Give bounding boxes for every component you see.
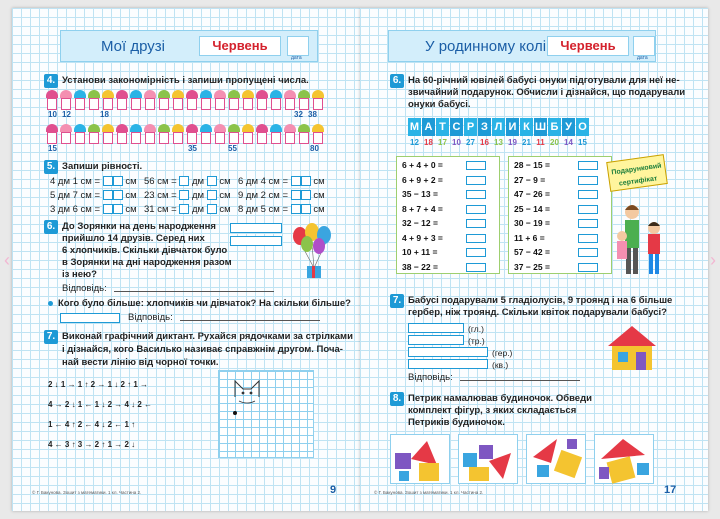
task-text-line: онуки бабусі. — [408, 99, 471, 110]
task-number: 7. — [44, 330, 58, 344]
dictation-row: 4 → 2 ↓ 1 ← 1 ↓ 2 → 4 ↓ 2 ← — [48, 400, 153, 409]
equation: 8 дм 5 см = см — [238, 204, 325, 215]
answer-field[interactable] — [230, 223, 282, 233]
page-title: Мої друзі — [101, 38, 165, 55]
date-field[interactable] — [287, 36, 309, 56]
task-text-line: в Зорянки на дні народження разом — [62, 257, 232, 268]
house-icon — [102, 124, 114, 146]
house-icon — [228, 124, 240, 146]
answer-label: Відповідь: — [128, 312, 173, 323]
task-text-line: До Зорянки на день народження — [62, 221, 216, 232]
equation-text: 37 − 25 = — [514, 261, 550, 272]
cipher-letter: Б — [548, 118, 561, 136]
house-icon — [88, 124, 100, 146]
equation-answer-field[interactable] — [578, 219, 598, 228]
house-icon — [214, 90, 226, 112]
house-icon — [116, 124, 128, 146]
house-icon — [200, 90, 212, 112]
equation-text: 25 − 14 = — [514, 203, 550, 214]
house-icon — [46, 90, 58, 112]
equation-answer-field[interactable] — [578, 263, 598, 272]
task-number: 7. — [390, 294, 404, 308]
task-text: Установи закономірність і запиши пропущені числа. — [62, 75, 309, 86]
house-number: 32 — [294, 110, 303, 119]
house-icon — [130, 124, 142, 146]
house-icon — [298, 124, 310, 146]
left-page — [12, 8, 360, 511]
house-icon — [270, 124, 282, 146]
task-number: 8. — [390, 392, 404, 406]
task-number: 4. — [44, 74, 58, 88]
page-header — [60, 30, 318, 62]
equation-text: 47 − 26 = — [514, 189, 550, 199]
house-number: 80 — [310, 144, 319, 153]
task-text-line: На 60-річний ювілей бабусі онуки підготували для неї не- — [408, 75, 680, 86]
equation-answer-field[interactable] — [466, 219, 486, 228]
cipher-number: 16 — [480, 138, 489, 147]
cipher-number: 10 — [452, 138, 461, 147]
sticker-text: Подарунковий — [611, 162, 662, 177]
equation-text: 10 + 11 = — [402, 247, 438, 257]
cipher-number: 15 — [578, 138, 587, 147]
question-text: Кого було більше: хлопчиків чи дівчаток? На скільки більше? — [58, 298, 351, 309]
equation-text: 30 − 19 = — [514, 218, 550, 228]
equation-answer-field[interactable] — [578, 176, 598, 185]
cipher-number: 27 — [466, 138, 475, 147]
cipher-number: 14 — [564, 138, 573, 147]
equation-text: 4 + 9 + 3 = — [402, 232, 443, 243]
footer-text: © Г. Бакунова. Зошит з математики. 1 кл. Частина 2. — [32, 490, 142, 495]
family-image — [614, 198, 674, 282]
house-number: 10 — [48, 110, 57, 119]
task-number: 5. — [44, 160, 58, 174]
equation-answer-field[interactable] — [578, 234, 598, 243]
bullet-icon — [48, 301, 53, 306]
shape-set-option[interactable] — [594, 434, 654, 484]
cipher-letter: М — [408, 118, 421, 136]
cipher-number: 11 — [536, 138, 545, 147]
task-text-line: із нею? — [62, 269, 97, 280]
equation-answer-field[interactable] — [466, 190, 486, 199]
answer-line[interactable] — [180, 320, 320, 321]
equation: 5 дм 7 см = см — [50, 190, 137, 201]
cipher-number: 12 — [410, 138, 419, 147]
balloons-gift-image — [290, 222, 338, 282]
task-text-line: Бабусі подарували 5 гладіолусів, 9 троянд і на 6 більше — [408, 295, 673, 306]
page-title: У родинному колі — [425, 38, 547, 55]
task-text-line: комплект фігур, з яких складається — [408, 405, 577, 416]
next-page-arrow-icon[interactable]: › — [710, 250, 716, 270]
house-icon — [186, 90, 198, 112]
equation-answer-field[interactable] — [466, 205, 486, 214]
answer-label: Відповідь: — [62, 283, 107, 294]
equation: 6 дм 4 см = см — [238, 176, 325, 187]
houses-row-1 — [46, 90, 324, 116]
house-icon — [74, 90, 86, 112]
house-icon — [312, 124, 324, 146]
house-icon — [298, 90, 310, 112]
equation-answer-field[interactable] — [466, 176, 486, 185]
equation: 4 дм 1 см = см — [50, 176, 137, 187]
house-icon — [88, 90, 100, 112]
equation-text: 11 + 6 = — [514, 232, 545, 243]
prev-page-arrow-icon[interactable]: ‹ — [4, 250, 10, 270]
equation-text: 8 + 7 + 4 = — [402, 203, 443, 214]
house-icon — [144, 124, 156, 146]
task-text-line: гербер, ніж троянд. Скільки квіток подарували бабусі? — [408, 307, 667, 318]
house-icon — [172, 124, 184, 146]
house-icon — [256, 124, 268, 146]
equation-text: 57 − 42 = — [514, 247, 550, 257]
cipher-letter: К — [520, 118, 533, 136]
cipher-number: 20 — [550, 138, 559, 147]
house-icon — [256, 90, 268, 112]
dictation-grid[interactable] — [218, 370, 314, 458]
task-text: Запиши рівності. — [62, 161, 143, 172]
unit-label: (тр.) — [468, 336, 485, 346]
house-icon — [242, 124, 254, 146]
task-text-line: прийшло 14 друзів. Серед них — [62, 233, 205, 244]
house-icon — [284, 90, 296, 112]
gift-certificate-sticker — [606, 154, 668, 192]
house-number: 12 — [62, 110, 71, 119]
equation-text: 27 − 9 = — [514, 174, 546, 185]
equation-answer-field[interactable] — [466, 263, 486, 272]
task-text-line: і дізнайся, кого Василько називає справжнім другом. Поча- — [62, 344, 343, 355]
task-number: 6. — [390, 74, 404, 88]
unit-label: (гер.) — [492, 348, 513, 358]
house-icon — [158, 124, 170, 146]
equation-text: 35 − 13 = — [402, 189, 438, 199]
shape-set-option[interactable] — [390, 434, 450, 484]
equation: 3 дм 6 см = см — [50, 204, 137, 215]
letter-number-row — [408, 138, 589, 147]
task-text-line: Виконай графічний диктант. Рухайся рядочками за стрілками — [62, 331, 353, 342]
house-icon — [60, 124, 72, 146]
equation-answer-field[interactable] — [578, 205, 598, 214]
equation-text: 38 − 22 = — [402, 261, 438, 272]
footer-text: © Г. Бакунова. Зошит з математики. 1 кл. Частина 2. — [374, 490, 484, 495]
cipher-number: 19 — [508, 138, 517, 147]
house-icon — [158, 90, 170, 112]
house-icon — [130, 90, 142, 112]
answer-field[interactable] — [408, 359, 488, 369]
house-icon — [186, 124, 198, 146]
answer-field[interactable] — [60, 313, 120, 323]
sticker-text: сертифікат — [618, 175, 658, 188]
month-label: Червень — [199, 36, 281, 56]
equation-answer-field[interactable] — [578, 161, 598, 170]
equation-text: 6 + 4 + 0 = — [402, 160, 443, 170]
house-icon — [200, 124, 212, 146]
equation-text: 32 − 12 = — [402, 218, 438, 228]
cipher-letter: У — [562, 118, 575, 136]
cipher-number: 21 — [522, 138, 531, 147]
house-number: 18 — [100, 110, 109, 119]
cipher-letter: С — [450, 118, 463, 136]
cipher-number: 13 — [494, 138, 503, 147]
house-icon — [214, 124, 226, 146]
house-icon — [270, 90, 282, 112]
shape-set-option[interactable] — [458, 434, 518, 484]
house-number: 38 — [308, 110, 317, 119]
house-icon — [60, 90, 72, 112]
task-number: 6. — [44, 220, 58, 234]
page-header — [388, 30, 656, 62]
equation-text: 28 − 15 = — [514, 160, 550, 170]
equation: 9 дм 2 см = см — [238, 190, 325, 201]
unit-label: (кв.) — [492, 360, 509, 370]
equation-answer-field[interactable] — [466, 248, 486, 257]
task-text-line: 6 хлопчиків. Скільки дівчаток було — [62, 245, 228, 256]
page-number: 17 — [664, 484, 677, 496]
cipher-letter: Л — [492, 118, 505, 136]
cipher-letter: Р — [464, 118, 477, 136]
date-field[interactable] — [633, 36, 655, 56]
equation: 31 см = дм см — [144, 204, 231, 215]
equation-answer-field[interactable] — [578, 248, 598, 257]
answer-field[interactable] — [230, 236, 282, 246]
houses-row-2 — [46, 124, 324, 150]
shape-set-option[interactable] — [526, 434, 586, 484]
cipher-letter: З — [478, 118, 491, 136]
equation-text: 6 + 9 + 2 = — [402, 174, 443, 185]
equation-answer-field[interactable] — [578, 190, 598, 199]
cat-drawing — [219, 371, 315, 459]
right-page — [360, 8, 708, 511]
page-number: 9 — [330, 484, 337, 496]
date-label: дата — [291, 55, 302, 61]
house-icon — [46, 124, 58, 146]
unit-label: (гл.) — [468, 324, 484, 334]
house-number: 15 — [48, 144, 57, 153]
dictation-row: 2 ↓ 1 → 1 ↑ 2 → 1 ↓ 2 ↑ 1 → — [48, 380, 149, 389]
house-icon — [116, 90, 128, 112]
house-icon — [102, 90, 114, 112]
letter-cipher-row — [408, 118, 589, 136]
house-icon — [228, 90, 240, 112]
cipher-letter: Т — [436, 118, 449, 136]
cipher-letter: Ш — [534, 118, 547, 136]
answer-field[interactable] — [408, 323, 464, 333]
answer-line[interactable] — [460, 380, 580, 381]
answer-label: Відповідь: — [408, 372, 453, 383]
month-label: Червень — [547, 36, 629, 56]
equation-answer-field[interactable] — [466, 161, 486, 170]
cipher-number: 17 — [438, 138, 447, 147]
cipher-number: 18 — [424, 138, 433, 147]
date-label: дата — [637, 55, 648, 61]
answer-field[interactable] — [408, 335, 464, 345]
answer-line[interactable] — [114, 291, 274, 292]
house-picture — [606, 324, 658, 372]
dictation-row: 1 ← 4 ↑ 2 ← 4 ↓ 2 ← 1 ↑ — [48, 420, 136, 429]
task-text-line: Петриків будиночок. — [408, 417, 505, 428]
equation-answer-field[interactable] — [466, 234, 486, 243]
house-number: 55 — [228, 144, 237, 153]
dictation-row: 4 ← 3 ↑ 3 → 2 ↑ 1 → 2 ↓ — [48, 440, 136, 449]
house-icon — [74, 124, 86, 146]
house-icon — [242, 90, 254, 112]
cipher-letter: А — [422, 118, 435, 136]
answer-field[interactable] — [408, 347, 488, 357]
task-text-line: най вести лінію від чорної точки. — [62, 357, 219, 368]
house-icon — [172, 90, 184, 112]
house-icon — [284, 124, 296, 146]
house-icon — [312, 90, 324, 112]
task-text-line: звичайний подарунок. Обчисли і дізнайся, що подарували — [408, 87, 686, 98]
cipher-letter: И — [506, 118, 519, 136]
house-icon — [144, 90, 156, 112]
equation: 56 см = дм см — [144, 176, 231, 187]
equation: 23 см = дм см — [144, 190, 231, 201]
task-text-line: Петрик намалював будиночок. Обведи — [408, 393, 592, 404]
house-number: 35 — [188, 144, 197, 153]
cipher-letter: О — [576, 118, 589, 136]
